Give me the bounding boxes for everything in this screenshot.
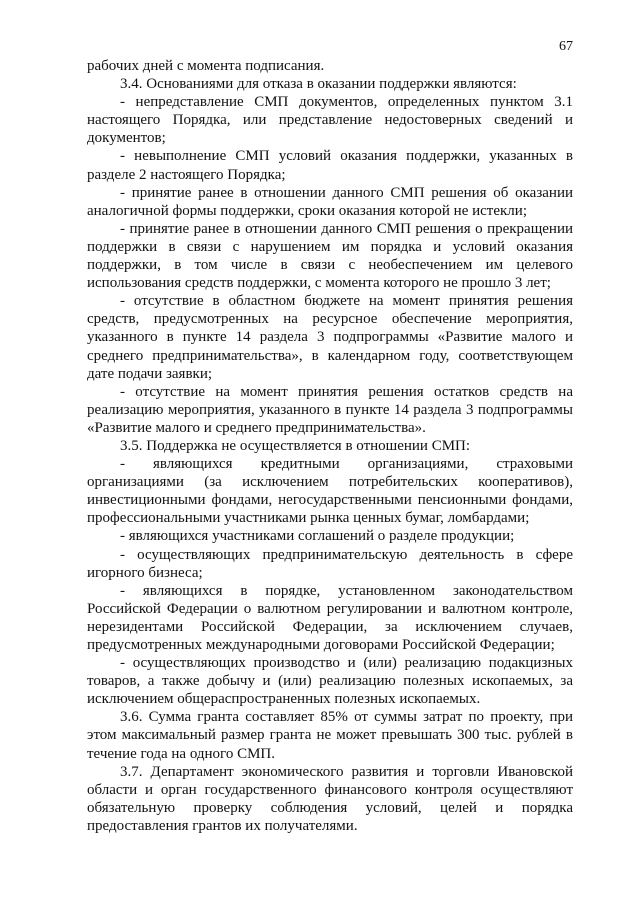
paragraph-3-5-item-5: - осуществляющих производство и (или) реализацию подакцизных товаров, а также добычу и (или) реализацию полезных ископаемых, за исключением общераспространенных полезных ископаемых. — [87, 655, 573, 708]
paragraph-3-5-heading: 3.5. Поддержка не осуществляется в отношении СМП: — [120, 437, 471, 454]
page-number: 67 — [559, 39, 573, 54]
paragraph-3-4-item-6: - отсутствие на момент принятия решения остатков средств на реализацию мероприятия, указанного в пункте 14 раздела 3 подпрограммы «Развитие малого и среднего предпринимательства». — [87, 383, 573, 436]
paragraph-3-4-item-3: - принятие ранее в отношении данного СМП решения об оказании аналогичной формы поддержки, сроки оказания которой не истекли; — [87, 184, 573, 219]
paragraph-3-5-item-3: - осуществляющих предпринимательскую деятельность в сфере игорного бизнеса; — [87, 546, 573, 581]
paragraph-3-5-item-1: - являющихся кредитными организациями, страховыми организациями (за исключением потребительских кооперативов), инвестиционными фондами, негосударственными пенсионными фондами, профессиональными участниками рынка ценных бумаг, ломбардами; — [87, 456, 573, 527]
paragraph-3-5-item-4: - являющихся в порядке, установленном законодательством Российской Федерации о валютном регулировании и валютном контроле, нерезидентами Российской Федерации, за исключением случаев, предусмотренных международными договорами Российской Федерации; — [87, 582, 573, 653]
paragraph-3-5-item-2: - являющихся участниками соглашений о разделе продукции; — [120, 528, 515, 545]
document-body — [87, 57, 573, 835]
paragraph-3-7: 3.7. Департамент экономического развития и торговли Ивановской области и орган государственного финансового контроля осуществляют обязательную проверку соблюдения условий, целей и порядка предоставления грантов их получателями. — [87, 763, 573, 834]
paragraph-3-4-heading: 3.4. Основаниями для отказа в оказании поддержки являются: — [120, 76, 517, 93]
paragraph-3-4-item-2: - невыполнение СМП условий оказания поддержки, указанных в разделе 2 настоящего Порядка; — [87, 148, 573, 183]
paragraph-3-6: 3.6. Сумма гранта составляет 85% от суммы затрат по проекту, при этом максимальный размер гранта не может превышать 300 тыс. рублей в течение года на одного СМП. — [87, 709, 573, 762]
paragraph-3-4-item-5: - отсутствие в областном бюджете на момент принятия решения средств, предусмотренных на ресурсное обеспечение мероприятия, указанного в пункте 14 раздела 3 подпрограммы «Развитие малого и среднего предпринимательства», в календарном году, соответствующем дате подачи заявки; — [87, 293, 573, 382]
paragraph-3-4-item-4: - принятие ранее в отношении данного СМП решения о прекращении поддержки в связи с нарушением им порядка и условий оказания поддержки, в том числе в связи с необеспечением им целевого использования средств поддержки, с момента которого не прошло 3 лет; — [87, 220, 573, 292]
paragraph-3-4-item-1: - непредставление СМП документов, определенных пунктом 3.1 настоящего Порядка, или представление недостоверных сведений и документов; — [87, 94, 573, 147]
paragraph-continuation: рабочих дней с момента подписания. — [87, 58, 325, 74]
